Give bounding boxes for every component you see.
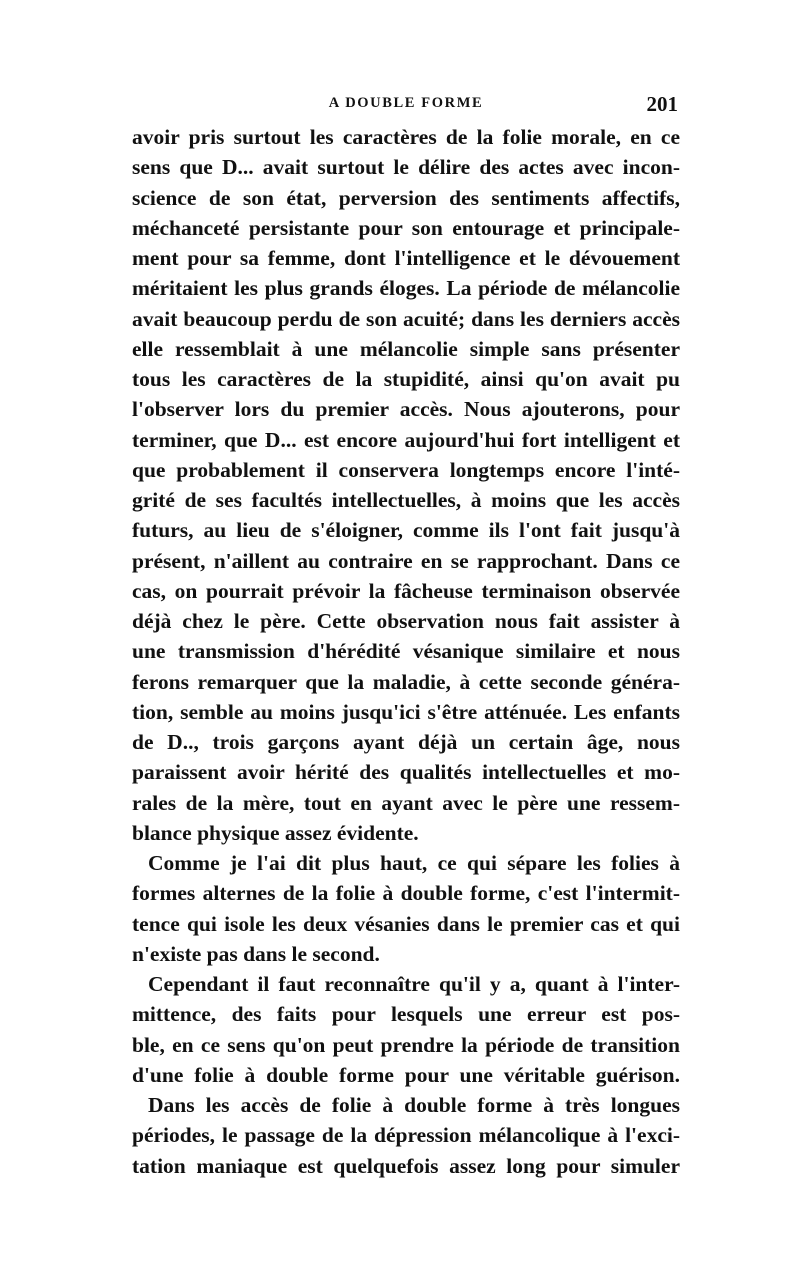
text-line: que probablement il conservera longtemps encore l'inté- (132, 457, 680, 482)
text-line: d'une folie à double forme pour une véritable guérison. (132, 1062, 680, 1087)
text-line: une transmission d'hérédité vésanique similaire et nous (132, 639, 680, 664)
text-line: rales de la mère, tout en ayant avec le père une ressem- (132, 790, 680, 815)
text-line: de D.., trois garçons ayant déjà un certain âge, nous (132, 730, 680, 754)
text-line: tion, semble au moins jusqu'ici s'être atténuée. Les enfants (132, 699, 680, 724)
text-line: présent, n'aillent au contraire en se rapprochant. Dans ce (132, 548, 680, 573)
text-line: tous les caractères de la stupidité, ainsi qu'on avait pu (132, 367, 680, 391)
text-line: ble, en ce sens qu'on peut prendre la période de transition (132, 1032, 680, 1057)
text-line: tence qui isole les deux vésanies dans le premier cas et qui (132, 911, 680, 936)
text-line: ment pour sa femme, dont l'intelligence et le dévouement (132, 246, 680, 270)
page-number: 201 (646, 92, 678, 116)
text-line: futurs, au lieu de s'éloigner, comme ils l'ont fait jusqu'à (132, 518, 680, 543)
text-line: tation maniaque est quelquefois assez long pour simuler (132, 1153, 680, 1178)
text-line: paraissent avoir hérité des qualités intellectuelles et mo- (132, 760, 680, 785)
running-title: A DOUBLE FORME (328, 95, 484, 111)
running-head (132, 92, 680, 116)
text-line: grité de ses facultés intellectuelles, à moins que les accès (132, 488, 680, 512)
text-line: avoir pris surtout les caractères de la folie morale, en ce (132, 125, 680, 149)
text-line: Dans les accès de folie à double forme à très longues (148, 1093, 680, 1117)
text-line: méchanceté persistante pour son entourage et principale- (132, 215, 680, 240)
text-line: science de son état, perversion des sentiments affectifs, (132, 185, 680, 210)
text-line: l'observer lors du premier accès. Nous ajouterons, pour (132, 397, 680, 422)
text-line: elle ressemblait à une mélancolie simple sans présenter (132, 336, 680, 361)
text-line: déjà chez le père. Cette observation nous fait assister à (132, 609, 680, 633)
text-line: n'existe pas dans le second. (132, 941, 380, 966)
text-line: ferons remarquer que la maladie, à cette seconde généra- (132, 669, 680, 694)
text-line: périodes, le passage de la dépression mélancolique à l'exci- (132, 1123, 680, 1148)
text-line: mittence, des faits pour lesquels une erreur est pos- (132, 1002, 680, 1027)
body-text (132, 122, 680, 1181)
text-line: avait beaucoup perdu de son acuité; dans les derniers accès (132, 306, 680, 331)
text-line: Comme je l'ai dit plus haut, ce qui sépare les folies à (148, 851, 680, 875)
text-line: méritaient les plus grands éloges. La période de mélancolie (132, 276, 680, 301)
text-line: sens que D... avait surtout le délire des actes avec incon- (132, 155, 680, 180)
text-line: blance physique assez évidente. (132, 820, 419, 845)
text-line: cas, on pourrait prévoir la fâcheuse terminaison observée (132, 578, 680, 603)
text-line: formes alternes de la folie à double forme, c'est l'intermit- (132, 881, 680, 906)
text-line: terminer, que D... est encore aujourd'hui fort intelligent et (132, 427, 680, 452)
text-line: Cependant il faut reconnaître qu'il y a, quant à l'inter- (148, 972, 680, 996)
